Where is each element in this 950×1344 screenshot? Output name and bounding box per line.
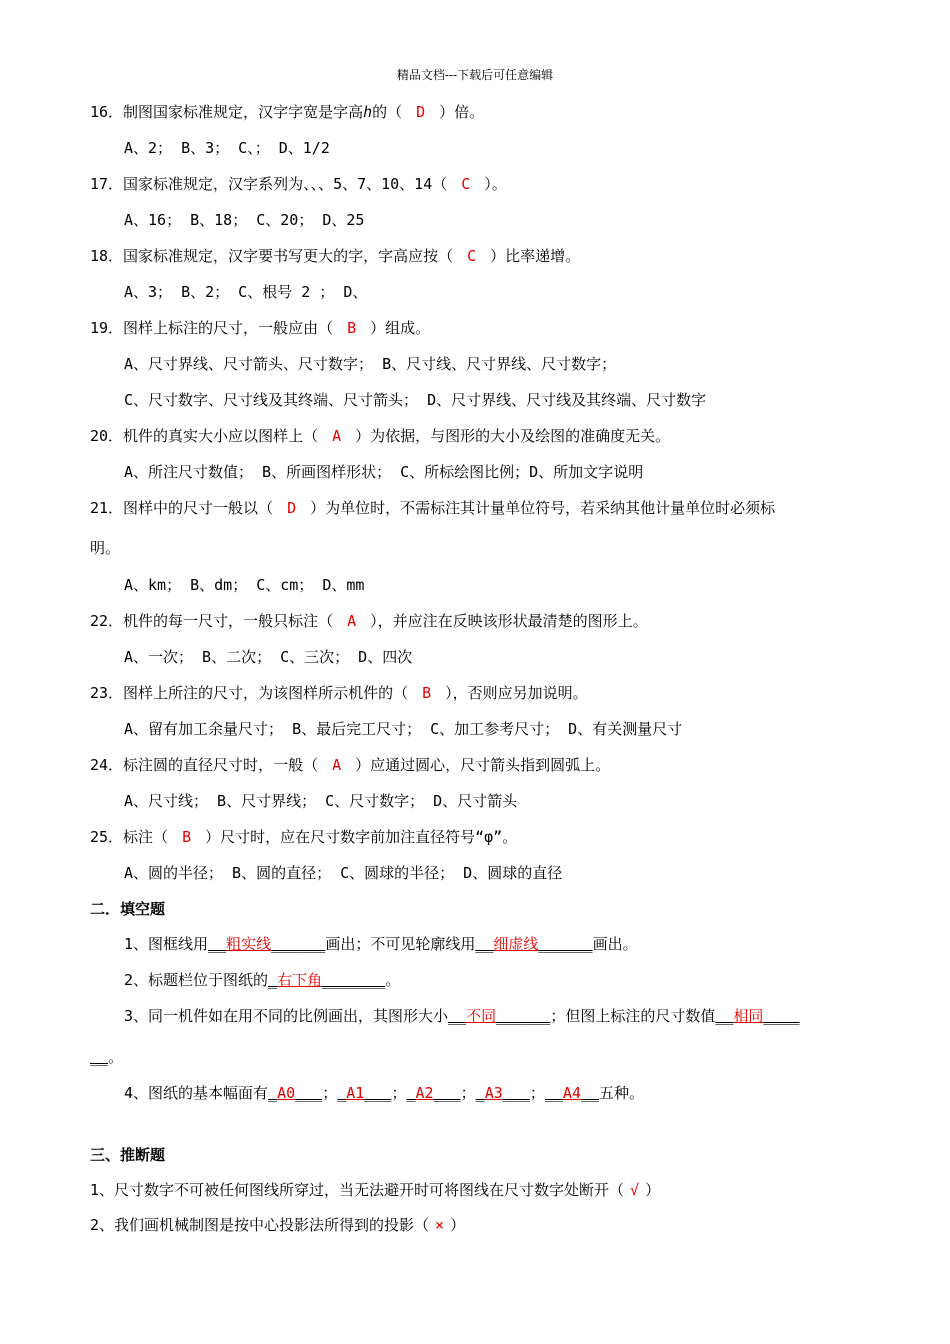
answer-19: B <box>347 319 357 337</box>
answer-16: D <box>416 103 426 121</box>
options-16: A、2； B、3； C、； D、1/2 <box>124 139 330 157</box>
question-18: 18．国家标准规定，汉字要书写更大的字，字高应按（ C ）比率递增。 <box>90 247 581 265</box>
fill-4-answer-1: A0 <box>277 1084 296 1102</box>
check-mark-icon: √ <box>630 1181 640 1199</box>
fill-3-answer-1: 不同 <box>466 1007 497 1025</box>
options-19-line2: C、尺寸数字、尺寸线及其终端、尺寸箭头； D、尺寸界线、尺寸线及其终端、尺寸数字 <box>124 391 707 409</box>
judgment-1: 1、尺寸数字不可被任何图线所穿过，当无法避开时可将图线在尺寸数字处断开（ √ ） <box>90 1181 661 1199</box>
fill-2: 2、标题栏位于图纸的_右下角_______。 <box>124 971 401 989</box>
judgment-2: 2、我们画机械制图是按中心投影法所得到的投影（ × ） <box>90 1216 466 1234</box>
question-21: 21．图样中的尺寸一般以（ D ）为单位时，不需标注其计量单位符号，若采纳其他计量单位时必须标 <box>90 499 776 517</box>
fill-3-answer-2: 相同 <box>733 1007 764 1025</box>
question-17: 17．国家标准规定，汉字系列为、、、5、7、10、14（ C ）。 <box>90 175 507 193</box>
options-24: A、尺寸线； B、尺寸界线； C、尺寸数字； D、尺寸箭头 <box>124 792 518 810</box>
answer-23: B <box>422 684 432 702</box>
fill-4-answer-5: A4 <box>562 1084 581 1102</box>
answer-24: A <box>332 756 342 774</box>
fill-1-answer-2: 细虚线 <box>493 935 539 953</box>
fill-4-answer-2: A1 <box>346 1084 365 1102</box>
options-17: A、16； B、18； C、20； D、25 <box>124 211 365 229</box>
fill-3: 3、同一机件如在用不同的比例画出，其图形大小__不同______；但图上标注的尺寸数值__相同____ <box>124 1007 800 1025</box>
fill-2-answer: 右下角 <box>277 971 323 989</box>
answer-22: A <box>347 612 357 630</box>
question-24: 24．标注圆的直径尺寸时，一般（ A ）应通过圆心，尺寸箭头指到圆弧上。 <box>90 756 611 774</box>
question-22: 22．机件的每一尺寸，一般只标注（ A ），并应注在反映该形状最清楚的图形上。 <box>90 612 648 630</box>
question-20: 20．机件的真实大小应以图样上（ A ）为依据，与图形的大小及绘图的准确度无关。 <box>90 427 671 445</box>
question-23: 23．图样上所注的尺寸，为该图样所示机件的（ B ），否则应另加说明。 <box>90 684 588 702</box>
question-16: 16．制图国家标准规定，汉字字宽是字高h的（ D ）倍。 <box>90 103 485 121</box>
section-title-fill-in: 二．填空题 <box>90 900 166 918</box>
answer-21: D <box>287 499 297 517</box>
options-19-line1: A、尺寸界线、尺寸箭头、尺寸数字； B、尺寸线、尺寸界线、尺寸数字； <box>124 355 617 373</box>
fill-1-answer-1: 粗实线 <box>226 935 272 953</box>
fill-4-answer-3: A2 <box>415 1084 434 1102</box>
answer-17: C <box>461 175 471 193</box>
cross-mark-icon: × <box>435 1216 445 1234</box>
options-25: A、圆的半径； B、圆的直径； C、圆球的半径； D、圆球的直径 <box>124 864 563 882</box>
fill-1: 1、图框线用__粗实线______画出；不可见轮廓线用__细虚线______画出。 <box>124 935 638 953</box>
options-18: A、3； B、2； C、根号 2 ； D、 <box>124 283 368 301</box>
question-21-continued: 明。 <box>90 539 121 557</box>
fill-3-continued: __。 <box>90 1048 124 1066</box>
options-20: A、所注尺寸数值； B、所画图样形状； C、所标绘图比例；D、所加文字说明 <box>124 463 644 481</box>
question-25: 25．标注（ B ）尺寸时，应在尺寸数字前加注直径符号“φ”。 <box>90 828 518 846</box>
answer-25: B <box>182 828 192 846</box>
answer-18: C <box>467 247 477 265</box>
fill-4-answer-4: A3 <box>484 1084 503 1102</box>
fill-4: 4、图纸的基本幅面有_A0___；_A1___；_A2___；_A3___；__A4__五种。 <box>124 1084 645 1102</box>
italic-h: h <box>363 103 373 121</box>
section-title-judgment: 三、推断题 <box>90 1146 166 1164</box>
options-21: A、km； B、dm； C、cm； D、mm <box>124 576 365 594</box>
question-19: 19．图样上标注的尺寸，一般应由（ B ）组成。 <box>90 319 431 337</box>
answer-20: A <box>332 427 342 445</box>
options-23: A、留有加工余量尺寸； B、最后完工尺寸； C、加工参考尺寸； D、有关测量尺寸 <box>124 720 683 738</box>
options-22: A、一次； B、二次； C、三次； D、四次 <box>124 648 413 666</box>
page-header: 精品文档---下载后可任意编辑 <box>396 68 554 82</box>
